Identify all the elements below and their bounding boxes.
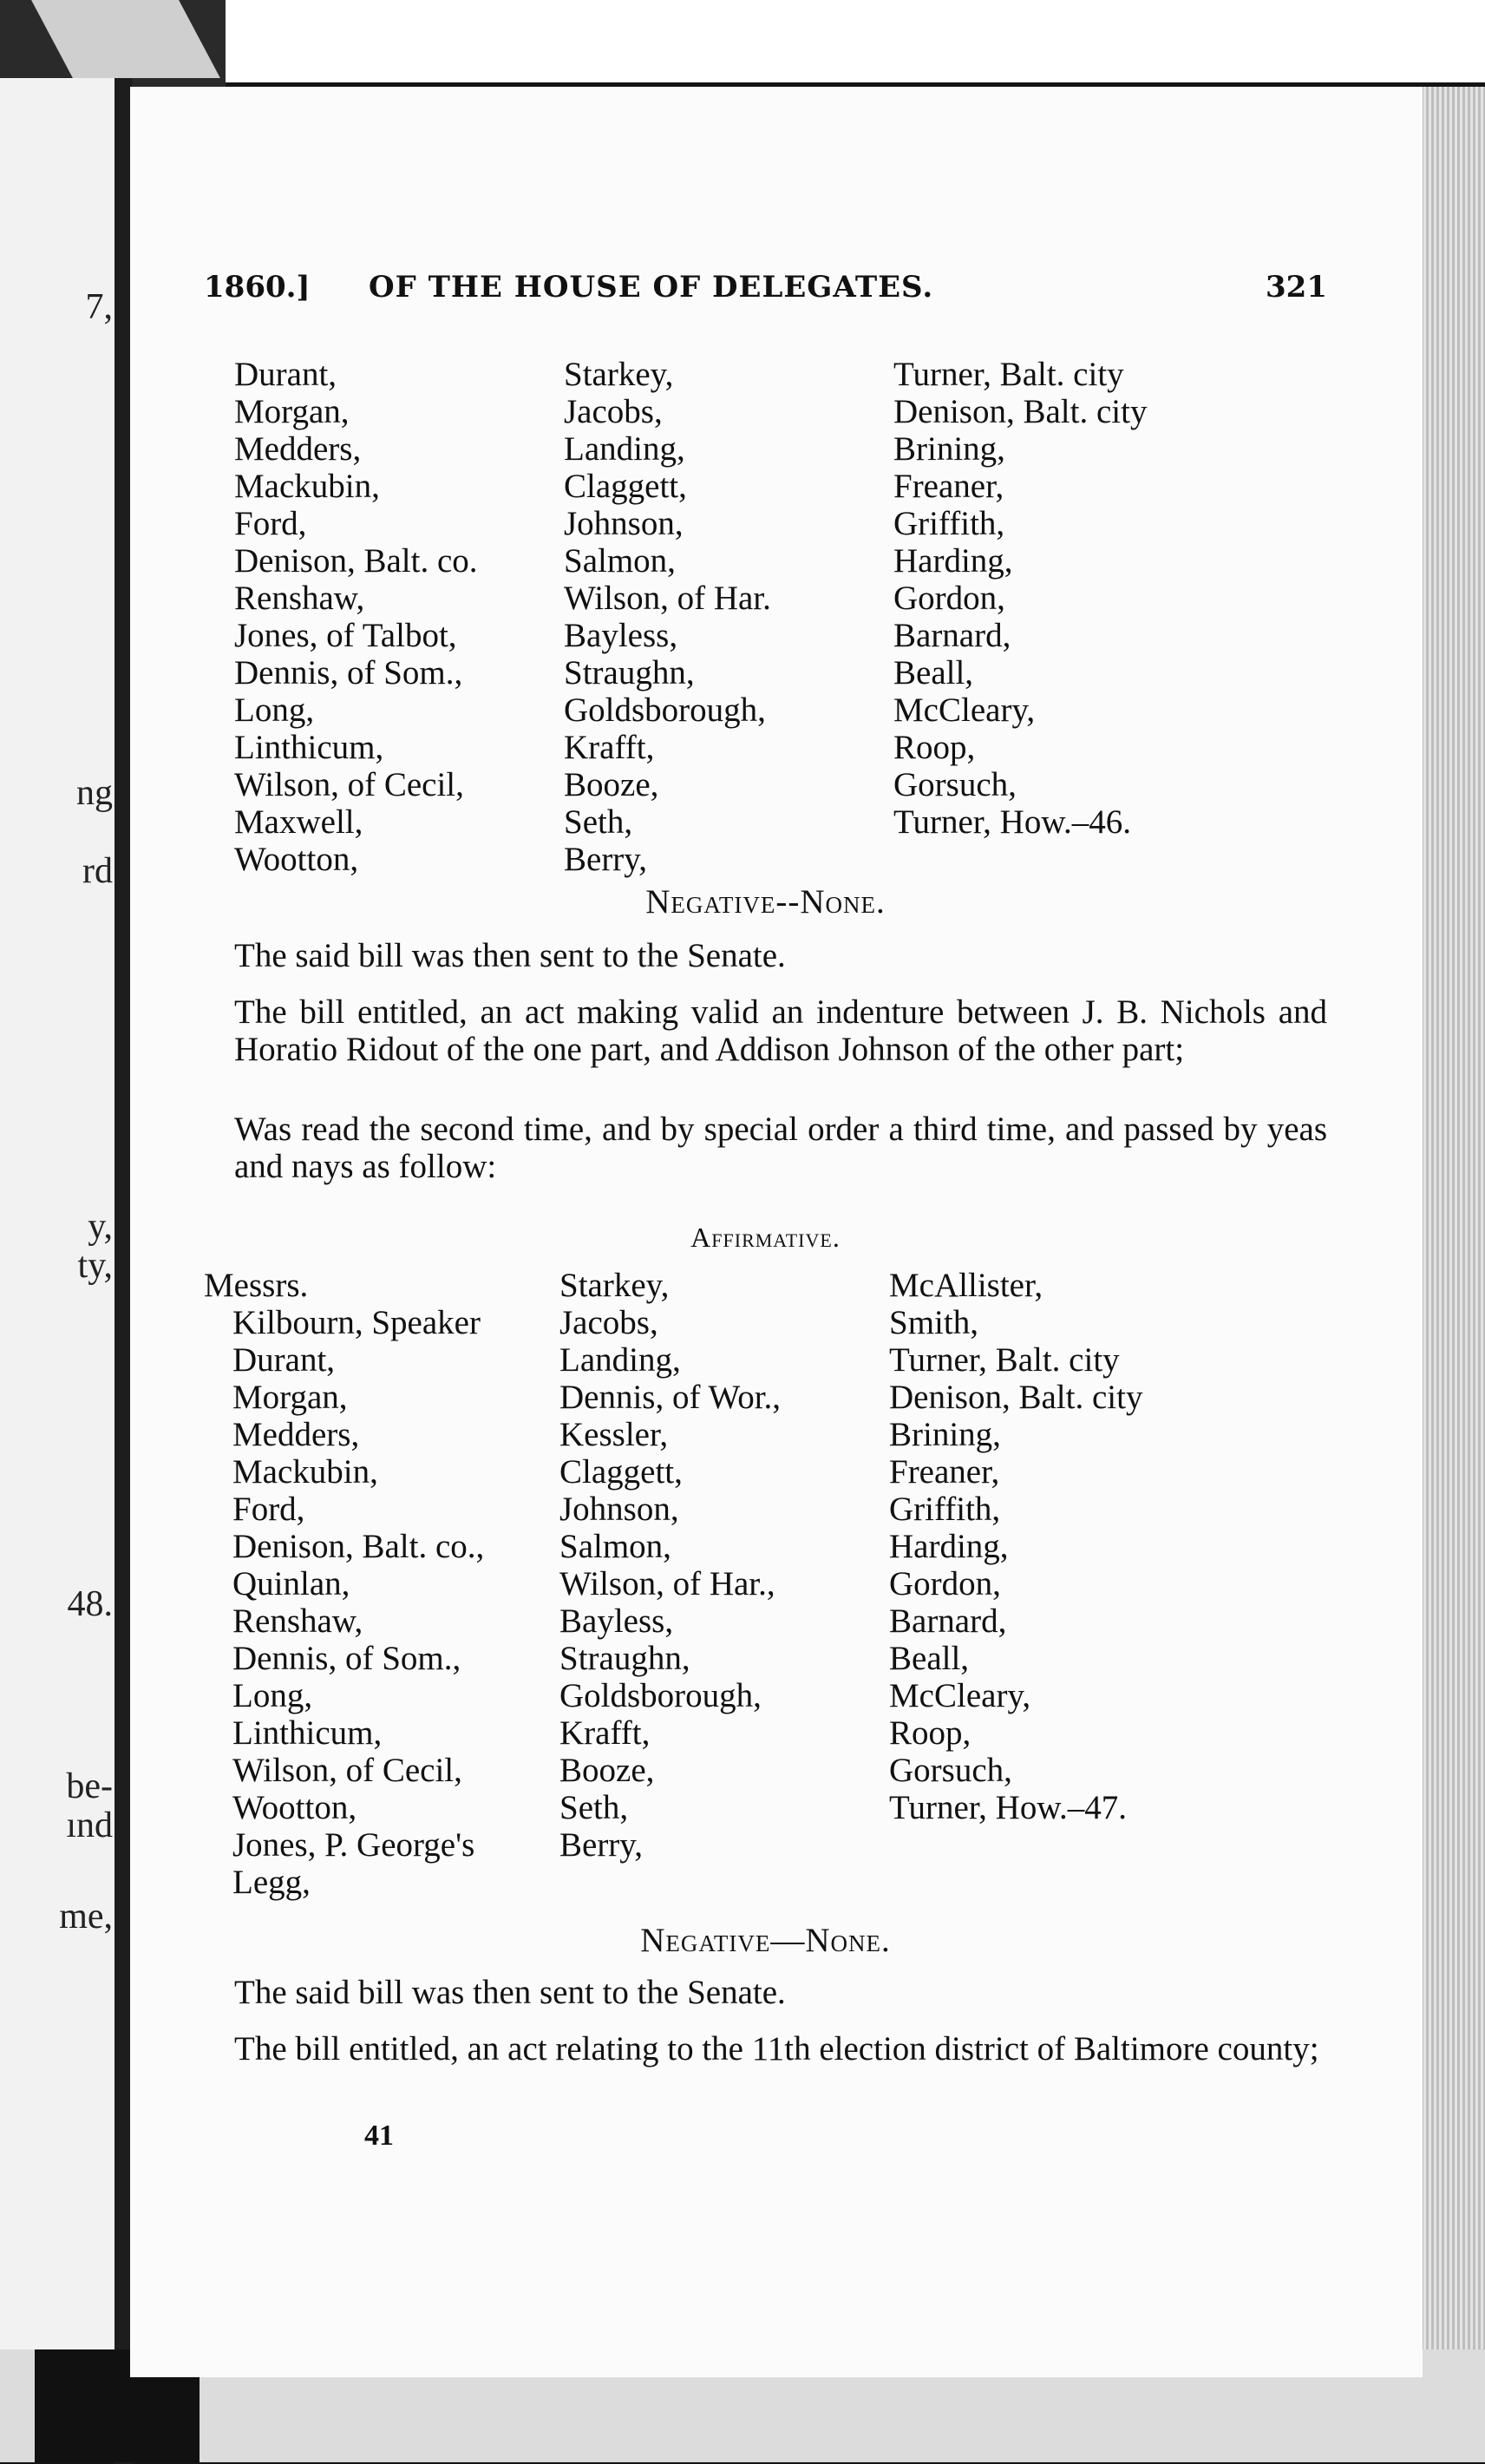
voter-name: Wootton, <box>232 1789 357 1826</box>
voter-name: Turner, Balt. city <box>889 1341 1120 1379</box>
voter-name: Claggett, <box>559 1453 683 1491</box>
vote-column-2 <box>564 356 771 878</box>
voter-name: Legg, <box>232 1864 311 1901</box>
voter-name: Claggett, <box>564 468 687 505</box>
voter-name: Harding, <box>889 1528 1009 1565</box>
header-title: OF THE HOUSE OF DELEGATES. <box>369 270 934 305</box>
voter-name: Gorsuch, <box>893 766 1017 803</box>
voter-name: Jacobs, <box>559 1304 658 1341</box>
voter-name: Turner, How.–47. <box>889 1789 1127 1826</box>
left-page-fragment: 7, <box>85 287 113 327</box>
book-gutter <box>114 78 132 2464</box>
paragraph-sent-to-senate-1 <box>204 937 1327 974</box>
voter-name: Kessler, <box>559 1416 669 1453</box>
voter-name: Mackubin, <box>234 468 380 505</box>
voter-name: Berry, <box>564 841 648 878</box>
voter-name: Maxwell, <box>234 803 363 841</box>
vote-column-2 <box>559 1267 781 1864</box>
voter-name: Krafft, <box>559 1714 651 1752</box>
voter-name: Dennis, of Som., <box>234 654 463 691</box>
page-number: 321 <box>1266 270 1327 305</box>
affirmative-heading: Affirmative. <box>690 1222 841 1253</box>
voter-name: Seth, <box>559 1789 629 1826</box>
vote-column-1 <box>234 356 478 878</box>
voter-name: Salmon, <box>564 542 676 580</box>
voter-name: Quinlan, <box>232 1565 350 1602</box>
voter-name: Wilson, of Har., <box>559 1565 775 1602</box>
paragraph-text: Was read the second time, and by special order a third time, and passed by yeas and nays as follow: <box>234 1111 1327 1185</box>
voter-name: Berry, <box>559 1826 644 1864</box>
voter-name: Landing, <box>564 430 685 468</box>
voter-name: Johnson, <box>559 1491 679 1528</box>
voter-name: McAllister, <box>889 1267 1043 1304</box>
voter-name: Denison, Balt. city <box>893 393 1148 430</box>
voter-name: Ford, <box>234 505 307 542</box>
voter-name: Denison, Balt. city <box>889 1379 1143 1416</box>
left-page-fragment: y, <box>88 1207 113 1247</box>
voter-name: Freaner, <box>893 468 1004 505</box>
voter-name: Denison, Balt. co. <box>234 542 478 580</box>
left-page-fragment: ng <box>76 773 113 813</box>
voter-name: Long, <box>234 691 315 729</box>
voter-name: Gordon, <box>893 580 1005 617</box>
voter-name: Linthicum, <box>232 1714 383 1752</box>
voter-name: Dennis, of Wor., <box>559 1379 782 1416</box>
voter-name: McCleary, <box>889 1677 1031 1714</box>
voter-name: Straughn, <box>559 1640 690 1677</box>
paragraph-text: The said bill was then sent to the Senate. <box>234 1974 786 2011</box>
voter-name: Gordon, <box>889 1565 1001 1602</box>
book-page-edges <box>1421 87 1485 2360</box>
voter-name: Straughn, <box>564 654 695 691</box>
book-page <box>130 87 1423 2377</box>
voter-name: Dennis, of Som., <box>232 1640 461 1677</box>
vote-column-3 <box>889 1267 1142 1826</box>
voter-name: Messrs. <box>204 1267 309 1304</box>
vote-column-3 <box>893 356 1147 841</box>
scan-top-margin <box>0 0 1485 82</box>
voter-name: Brining, <box>889 1416 1001 1453</box>
voter-name: Griffith, <box>889 1491 1001 1528</box>
left-page-fragment: ınd <box>66 1805 113 1845</box>
negative-heading-2: Negative—None. <box>640 1922 891 1959</box>
running-header <box>204 269 1327 312</box>
header-year: 1860.] <box>204 270 311 305</box>
voter-name: Morgan, <box>232 1379 348 1416</box>
left-page-fragment: be- <box>66 1766 113 1806</box>
left-page-fragment: ty, <box>77 1246 113 1286</box>
voter-name: Wilson, of Har. <box>564 580 771 617</box>
signature-mark: 41 <box>364 2120 394 2152</box>
voter-name: Starkey, <box>564 356 674 393</box>
voter-name: Gorsuch, <box>889 1752 1012 1789</box>
voter-name: Kilbourn, Speaker <box>232 1304 481 1341</box>
voter-name: Bayless, <box>564 617 678 654</box>
voter-name: Landing, <box>559 1341 681 1379</box>
voter-name: Turner, Balt. city <box>893 356 1124 393</box>
voter-name: Medders, <box>234 430 362 468</box>
voter-name: Durant, <box>234 356 337 393</box>
voter-name: Barnard, <box>889 1602 1007 1640</box>
voter-name: Krafft, <box>564 729 655 766</box>
voter-name: Long, <box>232 1677 313 1714</box>
left-page-fragment: 48. <box>67 1584 113 1624</box>
voter-name: Durant, <box>232 1341 336 1379</box>
voter-name: Brining, <box>893 430 1005 468</box>
paragraph-sent-to-senate-2 <box>204 1974 1327 2011</box>
voter-name: Wootton, <box>234 841 359 878</box>
voter-name: McCleary, <box>893 691 1036 729</box>
paragraph-bill-election-district <box>204 2030 1327 2068</box>
voter-name: Beall, <box>889 1640 970 1677</box>
voter-name: Wilson, of Cecil, <box>232 1752 462 1789</box>
voter-name: Beall, <box>893 654 974 691</box>
vote-column-1 <box>204 1267 484 1901</box>
voter-name: Renshaw, <box>232 1602 363 1640</box>
voter-name: Salmon, <box>559 1528 671 1565</box>
voter-name: Goldsborough, <box>559 1677 762 1714</box>
voter-name: Booze, <box>564 766 659 803</box>
voter-name: Goldsborough, <box>564 691 766 729</box>
left-page-fragment: rd <box>82 851 113 891</box>
voter-name: Seth, <box>564 803 633 841</box>
paragraph-text: The bill entitled, an act relating to the 11th election district of Baltimore county; <box>234 2030 1319 2068</box>
voter-name: Roop, <box>889 1714 971 1752</box>
voter-name: Roop, <box>893 729 976 766</box>
voter-name: Jones, P. George's <box>232 1826 475 1864</box>
paragraph-read-second-time <box>204 1111 1327 1185</box>
voter-name: Linthicum, <box>234 729 384 766</box>
voter-name: Denison, Balt. co., <box>232 1528 485 1565</box>
voter-name: Freaner, <box>889 1453 1000 1491</box>
voter-name: Jones, of Talbot, <box>234 617 457 654</box>
voter-name: Renshaw, <box>234 580 365 617</box>
voter-name: Barnard, <box>893 617 1011 654</box>
left-page-edge <box>0 78 120 2421</box>
voter-name: Mackubin, <box>232 1453 378 1491</box>
voter-name: Johnson, <box>564 505 684 542</box>
voter-name: Griffith, <box>893 505 1005 542</box>
left-page-fragment: me, <box>59 1897 113 1936</box>
voter-name: Jacobs, <box>564 393 663 430</box>
voter-name: Starkey, <box>559 1267 670 1304</box>
voter-name: Morgan, <box>234 393 350 430</box>
negative-heading-1: Negative--None. <box>645 883 886 921</box>
paragraph-text: The said bill was then sent to the Senate. <box>234 937 786 974</box>
voter-name: Bayless, <box>559 1602 674 1640</box>
paragraph-bill-indenture <box>204 993 1327 1068</box>
voter-name: Turner, How.–46. <box>893 803 1131 841</box>
voter-name: Wilson, of Cecil, <box>234 766 464 803</box>
voter-name: Medders, <box>232 1416 360 1453</box>
voter-name: Smith, <box>889 1304 978 1341</box>
voter-name: Harding, <box>893 542 1013 580</box>
paragraph-text: The bill entitled, an act making valid an indenture between J. B. Nichols and Horatio Ridout of the one part, and Addison Johnson of the other part; <box>234 993 1327 1068</box>
voter-name: Ford, <box>232 1491 305 1528</box>
voter-name: Booze, <box>559 1752 655 1789</box>
